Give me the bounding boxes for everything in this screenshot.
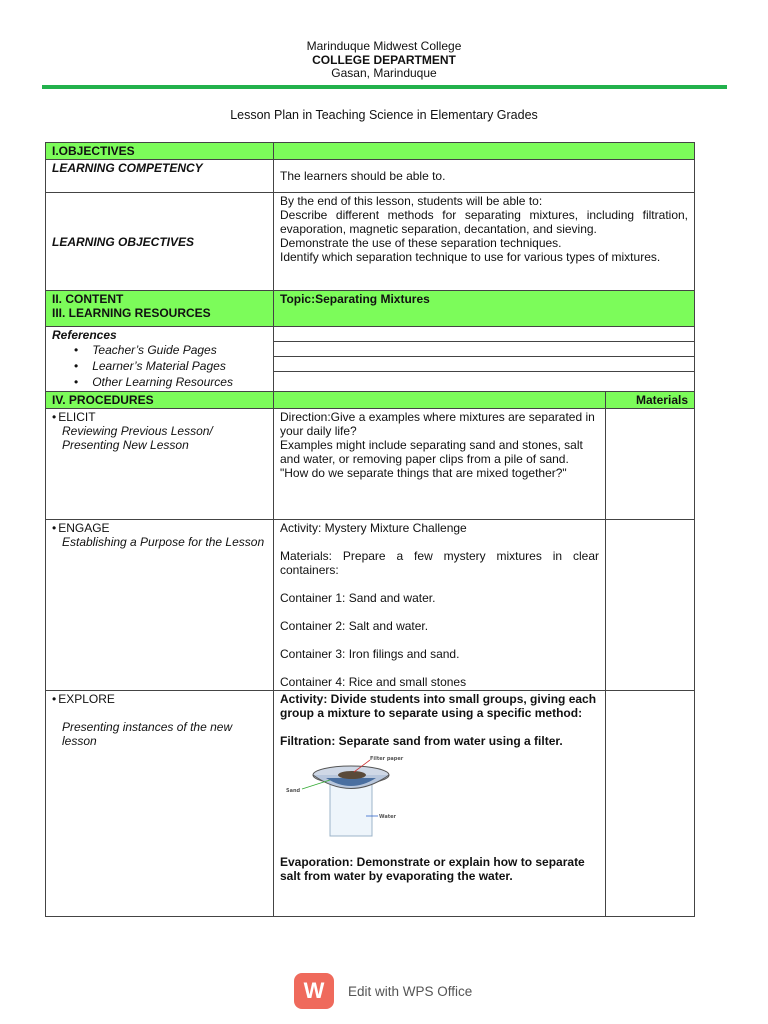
elicit-title: • ELICIT [52, 410, 267, 424]
engage-container: Container 1: Sand and water. [280, 591, 436, 605]
reference-item: • Teacher’s Guide Pages [74, 342, 267, 358]
procedures-heading: IV. PROCEDURES [46, 392, 274, 409]
elicit-line: "How do we separate things that are mixed together?" [280, 466, 567, 480]
explore-sub: Presenting instances of the new lesson [62, 720, 233, 748]
engage-container: Container 2: Salt and water. [280, 619, 429, 633]
objectives-label: LEARNING OBJECTIVES [46, 193, 274, 291]
content-heading [46, 291, 274, 327]
header-divider [42, 85, 727, 89]
engage-container: Container 4: Rice and small stones [280, 675, 467, 689]
topic: Topic:Separating Mixtures [274, 291, 695, 327]
explore-title: • EXPLORE [52, 692, 267, 706]
elicit-text [274, 409, 606, 520]
figure-label-water: Water [379, 814, 396, 820]
engage-sub: Establishing a Purpose for the Lesson [62, 535, 265, 549]
objectives-line: By the end of this lesson, students will be able to: [280, 194, 543, 208]
competency-text: The learners should be able to. [274, 160, 695, 193]
objectives-line: Demonstrate the use of these separation techniques. [280, 236, 562, 250]
elicit-cell [46, 409, 274, 520]
wps-logo-icon[interactable]: W [294, 973, 334, 1009]
procedures-heading-blank [274, 392, 606, 409]
engage-container: Container 3: Iron filings and sand. [280, 647, 460, 661]
explore-cell [46, 691, 274, 917]
competency-label: LEARNING COMPETENCY [46, 160, 274, 193]
school-location: Gasan, Marinduque [331, 66, 437, 80]
references-cell [46, 327, 274, 392]
elicit-line: Examples might include separating sand and stones, salt and water, or removing paper clips from a pile of sand. [280, 438, 583, 466]
explore-materials [606, 691, 695, 917]
references-label: References [52, 328, 117, 342]
engage-title: • ENGAGE [52, 521, 267, 535]
explore-text [274, 691, 606, 917]
document-title: Lesson Plan in Teaching Science in Elementary Grades [230, 108, 538, 122]
objectives-heading-blank [274, 143, 695, 160]
elicit-materials [606, 409, 695, 520]
wps-edit-link[interactable]: Edit with WPS Office [348, 983, 473, 999]
reference-item: • Other Learning Resources [74, 374, 267, 390]
wps-edit-banner[interactable] [294, 972, 472, 1010]
resources-label: III. LEARNING RESOURCES [52, 306, 211, 320]
engage-materials-text: Materials: Prepare a few mystery mixtures in clear containers: [280, 549, 599, 577]
elicit-sub: Reviewing Previous Lesson/ Presenting New Lesson [62, 424, 213, 452]
references-list [52, 342, 267, 390]
elicit-line: Direction:Give a examples where mixtures are separated in your daily life? [280, 410, 595, 438]
lesson-plan-table [45, 142, 695, 917]
filtration-figure [282, 754, 412, 839]
objectives-heading: I.OBJECTIVES [46, 143, 274, 160]
objectives-line: Identify which separation technique to use for various types of mixtures. [280, 250, 661, 264]
explore-filtration: Filtration: Separate sand from water using a filter. [280, 734, 563, 748]
figure-label-sand: Sand [286, 788, 301, 794]
school-header [0, 40, 768, 81]
department-name: COLLEGE DEPARTMENT [312, 52, 456, 67]
explore-activity: Activity: Divide students into small groups, giving each group a mixture to separate using a specific method: [280, 692, 597, 720]
explore-evaporation: Evaporation: Demonstrate or explain how to separate salt from water by evaporating the water. [280, 855, 585, 883]
references-blank [274, 327, 695, 392]
objectives-line: Describe different methods for separating mixtures, including filtration, evaporation, magnetic separation, decantation, and sieving. [280, 208, 688, 236]
objectives-text [274, 193, 695, 291]
engage-activity: Activity: Mystery Mixture Challenge [280, 521, 467, 535]
materials-heading: Materials [606, 392, 695, 409]
engage-cell [46, 520, 274, 691]
reference-item: • Learner’s Material Pages [74, 358, 267, 374]
engage-text [274, 520, 606, 691]
figure-label-paper: Filter paper [370, 756, 404, 762]
engage-materials [606, 520, 695, 691]
school-name: Marinduque Midwest College [306, 39, 462, 53]
content-label: II. CONTENT [52, 292, 124, 306]
